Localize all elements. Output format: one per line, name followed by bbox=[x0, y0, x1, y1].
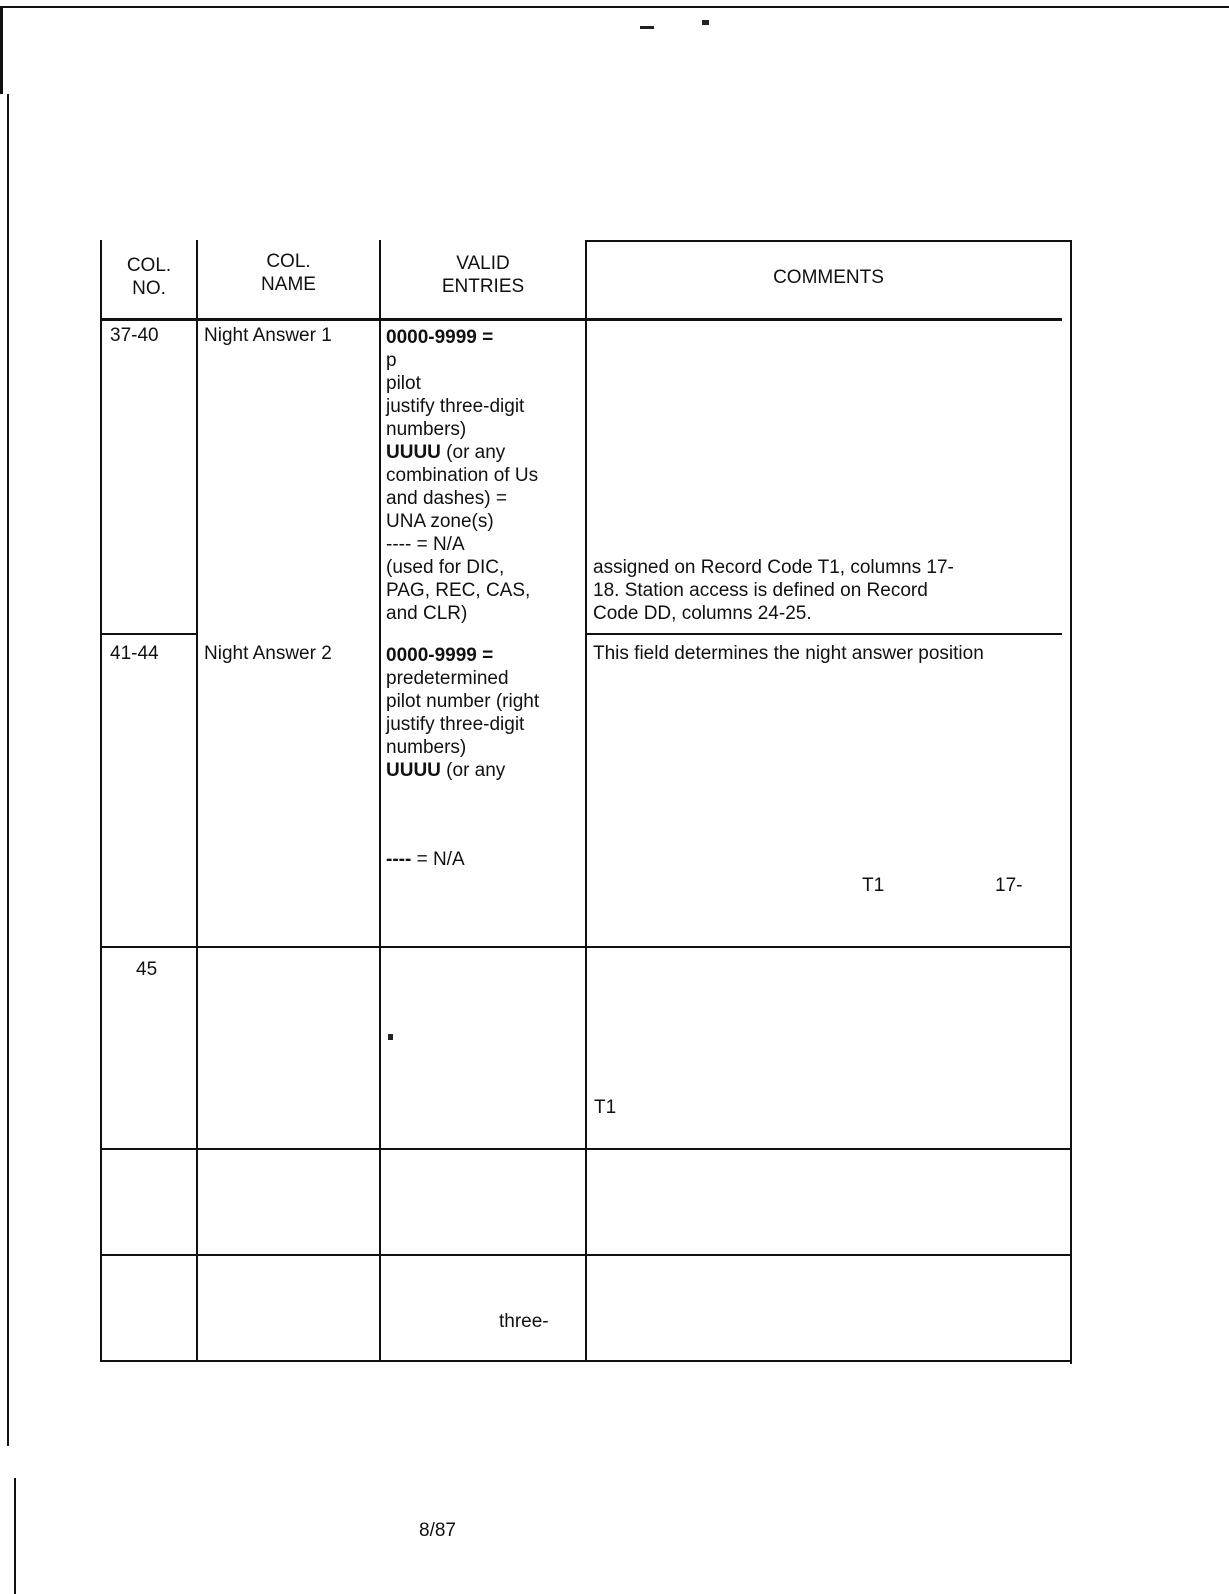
page-edge-mark bbox=[7, 94, 9, 1446]
valid-entry-range: 0000-9999 = bbox=[386, 645, 494, 666]
row-comments: This field determines the night answer position bbox=[593, 643, 984, 664]
valid-entry-text: (or any combination of Us and dashes) = UNA zone(s) ---- = N/A (used for DIC, PAG, REC, CAS, and CLR) bbox=[386, 442, 539, 624]
header-rule bbox=[100, 318, 1062, 321]
valid-entry-dashes: ---- bbox=[386, 849, 412, 870]
comment-fragment: T1 bbox=[862, 875, 885, 896]
scan-speck bbox=[388, 1034, 393, 1040]
header-comments: COMMENTS bbox=[773, 267, 884, 288]
valid-entry-fragment: three- bbox=[499, 1311, 549, 1332]
comment-fragment: 17- bbox=[995, 875, 1023, 896]
table-border-left bbox=[100, 240, 102, 1362]
top-rule bbox=[0, 6, 1229, 8]
column-divider bbox=[196, 240, 198, 1362]
row-divider bbox=[100, 946, 1072, 948]
valid-entry-text: predetermined pilot number (right justify three-digit numbers) bbox=[386, 668, 540, 758]
row-divider bbox=[585, 633, 1062, 635]
row-divider bbox=[100, 1254, 1072, 1256]
valid-entry-na bbox=[386, 848, 465, 871]
row-divider bbox=[100, 1148, 1072, 1150]
record-code-table bbox=[100, 240, 1090, 1382]
row-valid-entries bbox=[386, 326, 582, 625]
table-top-rule bbox=[585, 240, 1072, 242]
scan-speck bbox=[640, 26, 654, 29]
page-footer-date: 8/87 bbox=[419, 1520, 456, 1541]
table-border-right bbox=[1070, 240, 1072, 1364]
page-edge-mark bbox=[14, 1478, 16, 1594]
row-comments: assigned on Record Code T1, columns 17- 18. Station access is defined on Record Code DD, columns 24-25. bbox=[593, 557, 954, 624]
header-valid-entries: VALID ENTRIES bbox=[441, 253, 525, 297]
row-col-name: Night Answer 1 bbox=[204, 325, 332, 346]
row-valid-entries bbox=[386, 644, 582, 782]
page-edge-mark bbox=[0, 8, 3, 94]
valid-entry-text: = N/A bbox=[411, 849, 465, 870]
valid-entry-code: UUUU bbox=[386, 442, 441, 463]
header-col-no: COL. NO. bbox=[126, 255, 172, 299]
comment-fragment: T1 bbox=[594, 1097, 617, 1118]
row-divider bbox=[100, 633, 196, 635]
column-divider bbox=[585, 240, 587, 1362]
row-col-no: 45 bbox=[136, 959, 158, 980]
valid-entry-code: UUUU bbox=[386, 760, 441, 781]
column-divider bbox=[379, 240, 381, 1362]
valid-entry-text: p pilot justify three-digit numbers) bbox=[386, 350, 525, 440]
scan-speck bbox=[702, 20, 709, 25]
row-col-no: 37-40 bbox=[110, 325, 159, 346]
header-col-name: COL. NAME bbox=[261, 251, 316, 295]
row-col-name: Night Answer 2 bbox=[204, 643, 332, 664]
row-col-no: 41-44 bbox=[110, 643, 159, 664]
table-bottom-rule bbox=[100, 1360, 1072, 1362]
valid-entry-range: 0000-9999 = bbox=[386, 327, 494, 348]
valid-entry-text: (or any bbox=[440, 760, 506, 781]
